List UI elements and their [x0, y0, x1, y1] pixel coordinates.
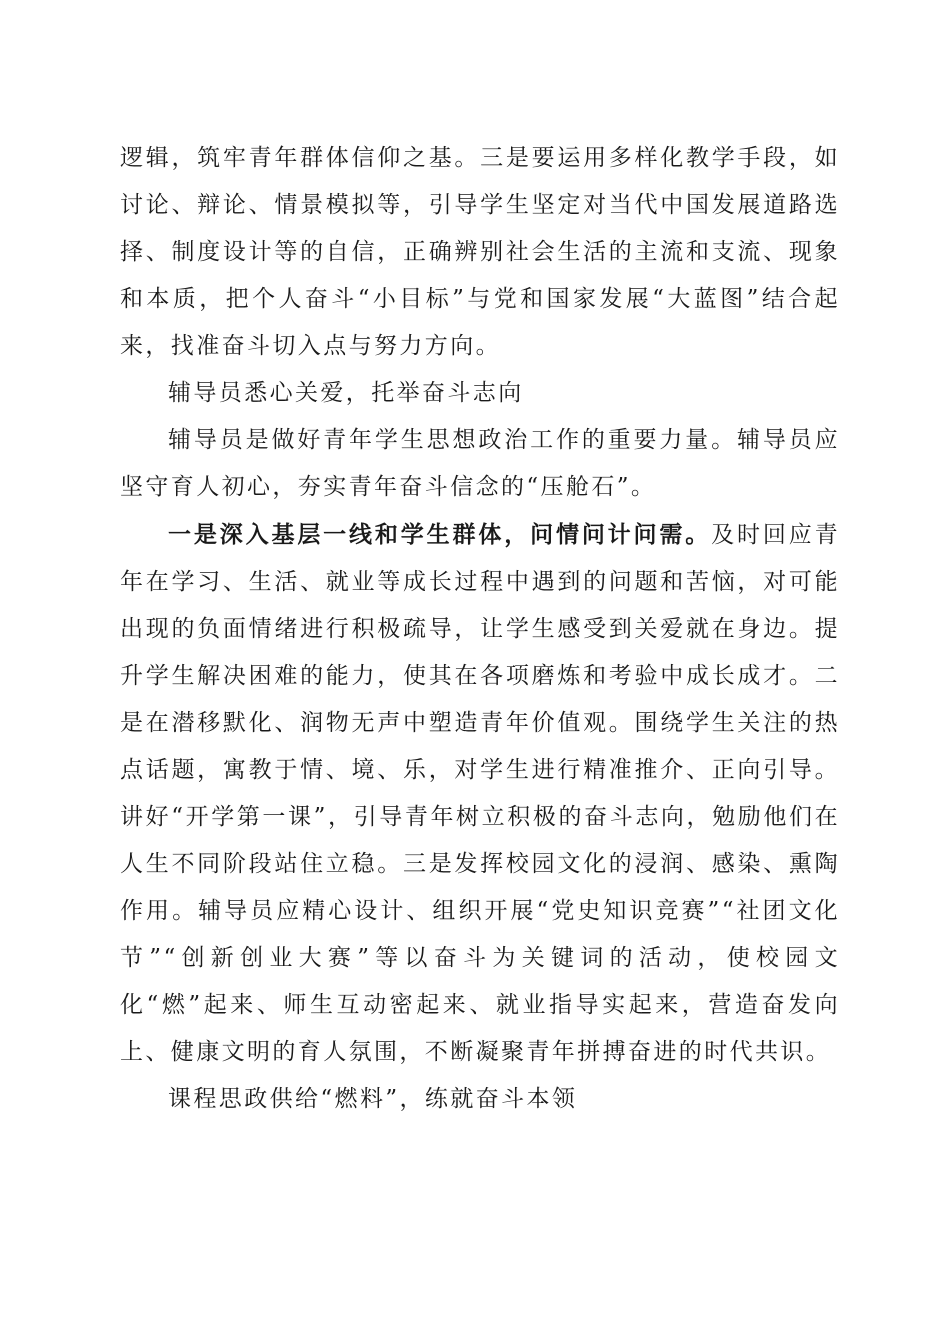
paragraph-lead-bold: 一是深入基层一线和学生群体，问情问计问需。	[168, 521, 712, 548]
body-paragraph	[120, 511, 840, 1076]
section-heading	[120, 1076, 840, 1123]
paragraph-text: 及时回应青年在学习、生活、就业等成长过程中遇到的问题和苦恼，对可能出现的负面情绪进行积极疏导，让学生感受到关爱就在身边。提升学生解决困难的能力，使其在各项磨炼和考验中成长成才。二是在潜移默化、润物无声中塑造青年价值观。围绕学生关注的热点话题，寓教于情、境、乐，对学生进行精准推介、正向引导。讲好“开学第一课”，引导青年树立积极的奋斗志向，勉励他们在人生不同阶段站住立稳。三是发挥校园文化的浸润、感染、熏陶作用。辅导员应精心设计、组织开展“党史知识竞赛”“社团文化节”“创新创业大赛”等以奋斗为关键词的活动，使校园文化“燃”起来、师生互动密起来、就业指导实起来，营造奋发向上、健康文明的育人氛围，不断凝聚青年拼搏奋进的时代共识。	[120, 522, 840, 1065]
body-paragraph	[120, 417, 840, 511]
document-body	[120, 135, 840, 1123]
section-heading	[120, 370, 840, 417]
heading-text: 辅导员悉心关爱，托举奋斗志向	[168, 380, 524, 406]
paragraph-text: 逻辑，筑牢青年群体信仰之基。三是要运用多样化教学手段，如讨论、辩论、情景模拟等，引导学生坚定对当代中国发展道路选择、制度设计等的自信，正确辨别社会生活的主流和支流、现象和本质，把个人奋斗“小目标”与党和国家发展“大蓝图”结合起来，找准奋斗切入点与努力方向。	[120, 145, 840, 359]
body-paragraph	[120, 135, 840, 370]
heading-text: 课程思政供给“燃料”，练就奋斗本领	[168, 1086, 578, 1112]
paragraph-text: 辅导员是做好青年学生思想政治工作的重要力量。辅导员应坚守育人初心，夯实青年奋斗信念的“压舱石”。	[120, 427, 840, 500]
